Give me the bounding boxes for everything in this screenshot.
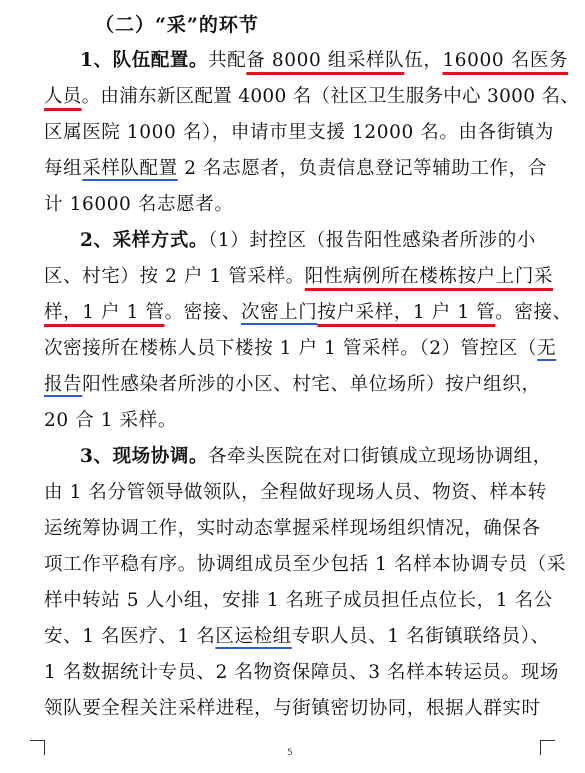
text-span: 安、1 名医疗、1 名 — [44, 626, 216, 647]
paragraph-1-line-5: 计 16000 名志愿者。 — [44, 194, 234, 215]
text-span: 每组 — [44, 158, 83, 179]
highlight-blue: 采样队配置 — [82, 158, 178, 179]
highlight-blue: 报告 — [44, 374, 83, 395]
paragraph-3-line-6 — [44, 622, 550, 652]
text-span: （1）封控区（报告阳性感染者所涉的小 — [208, 230, 536, 251]
highlight-red: 样，1 户 1 管 — [44, 302, 165, 323]
text-span: 。由浦东新区配置 4000 名（社区卫生服务中心 3000 名、 — [81, 86, 580, 107]
corner-crop-mark-left — [30, 740, 45, 755]
text-span: 阳性感染者所涉的小区、村宅、单位场所）按户组织， — [82, 374, 541, 395]
paragraph-2-line-4 — [44, 334, 556, 364]
page-number: 5 — [287, 748, 293, 758]
paragraph-1-line-4 — [44, 154, 547, 184]
paragraph-3-line-3: 运统筹协调工作，实时动态掌握采样现场组织情况，确保各 — [44, 518, 541, 539]
highlight-red: 人员 — [44, 86, 82, 107]
highlight-blue: 区运检组 — [215, 626, 292, 647]
paragraph-1-line-2 — [44, 82, 579, 112]
paragraph-3-line-7: 1 名数据统计专员、2 名物资保障员、3 名样本转运员。现场 — [44, 662, 559, 683]
highlight-blue: 次密上门 — [241, 302, 318, 323]
paragraph-2-line-6: 20 合 1 采样。 — [44, 410, 177, 431]
section-heading: （二）“采”的环节 — [95, 14, 259, 36]
text-span: 。密接、 — [495, 302, 572, 323]
text-span: 伍， — [404, 50, 443, 71]
paragraph-3-line-2: 由 1 名分管领导做领队，全程做好现场人员、物资、样本转 — [44, 482, 547, 503]
highlight-red: 16000 名医务 — [442, 50, 569, 71]
text-span: 区、村宅）按 2 户 1 管采样。 — [44, 266, 305, 287]
item-3-title: 3、现场协调。 — [80, 446, 209, 467]
item-1-title: 1、队伍配置。 — [80, 50, 209, 71]
paragraph-2-line-1 — [80, 226, 536, 256]
paragraph-3-line-8: 领队要全程关注采样进程，与街镇密切协同，根据人群实时 — [44, 698, 541, 719]
text-span: 各牵头医院在对口街镇成立现场协调组， — [208, 446, 552, 467]
item-2-title: 2、采样方式。 — [80, 230, 209, 251]
paragraph-2-line-3 — [44, 298, 572, 328]
text-span: 2 名志愿者，负责信息登记等辅助工作，合 — [177, 158, 547, 179]
paragraph-2-line-5 — [44, 370, 541, 400]
corner-crop-mark-right — [540, 740, 555, 755]
paragraph-1-line-1 — [80, 46, 568, 76]
paragraph-1-line-3: 区属医院 1000 名），申请市里支援 12000 名。由各街镇为 — [44, 122, 555, 143]
highlight-blue: 无 — [537, 338, 557, 359]
highlight-red: 阳性病例所在楼栋按户上门采 — [304, 266, 554, 287]
text-span: 共配 — [208, 50, 247, 71]
paragraph-3-line-5: 样中转站 5 人小组，安排 1 名班子成员担任点位长，1 名公 — [44, 590, 553, 611]
paragraph-2-line-2 — [44, 262, 553, 292]
paragraph-3-line-4: 项工作平稳有序。协调组成员至少包括 1 名样本协调专员（采 — [44, 554, 566, 575]
text-span: 。密接、 — [164, 302, 241, 323]
text-span: 次密接所在楼栋人员下楼按 1 户 1 管采样。（2）管控区（ — [44, 338, 538, 359]
paragraph-3-line-1 — [80, 442, 552, 472]
highlight-red: 备 8000 组采样队 — [246, 50, 405, 71]
highlight-red: 按户采样，1 户 1 管 — [317, 302, 496, 323]
text-span: 专职人员、1 名街镇联络员）、 — [291, 626, 550, 647]
